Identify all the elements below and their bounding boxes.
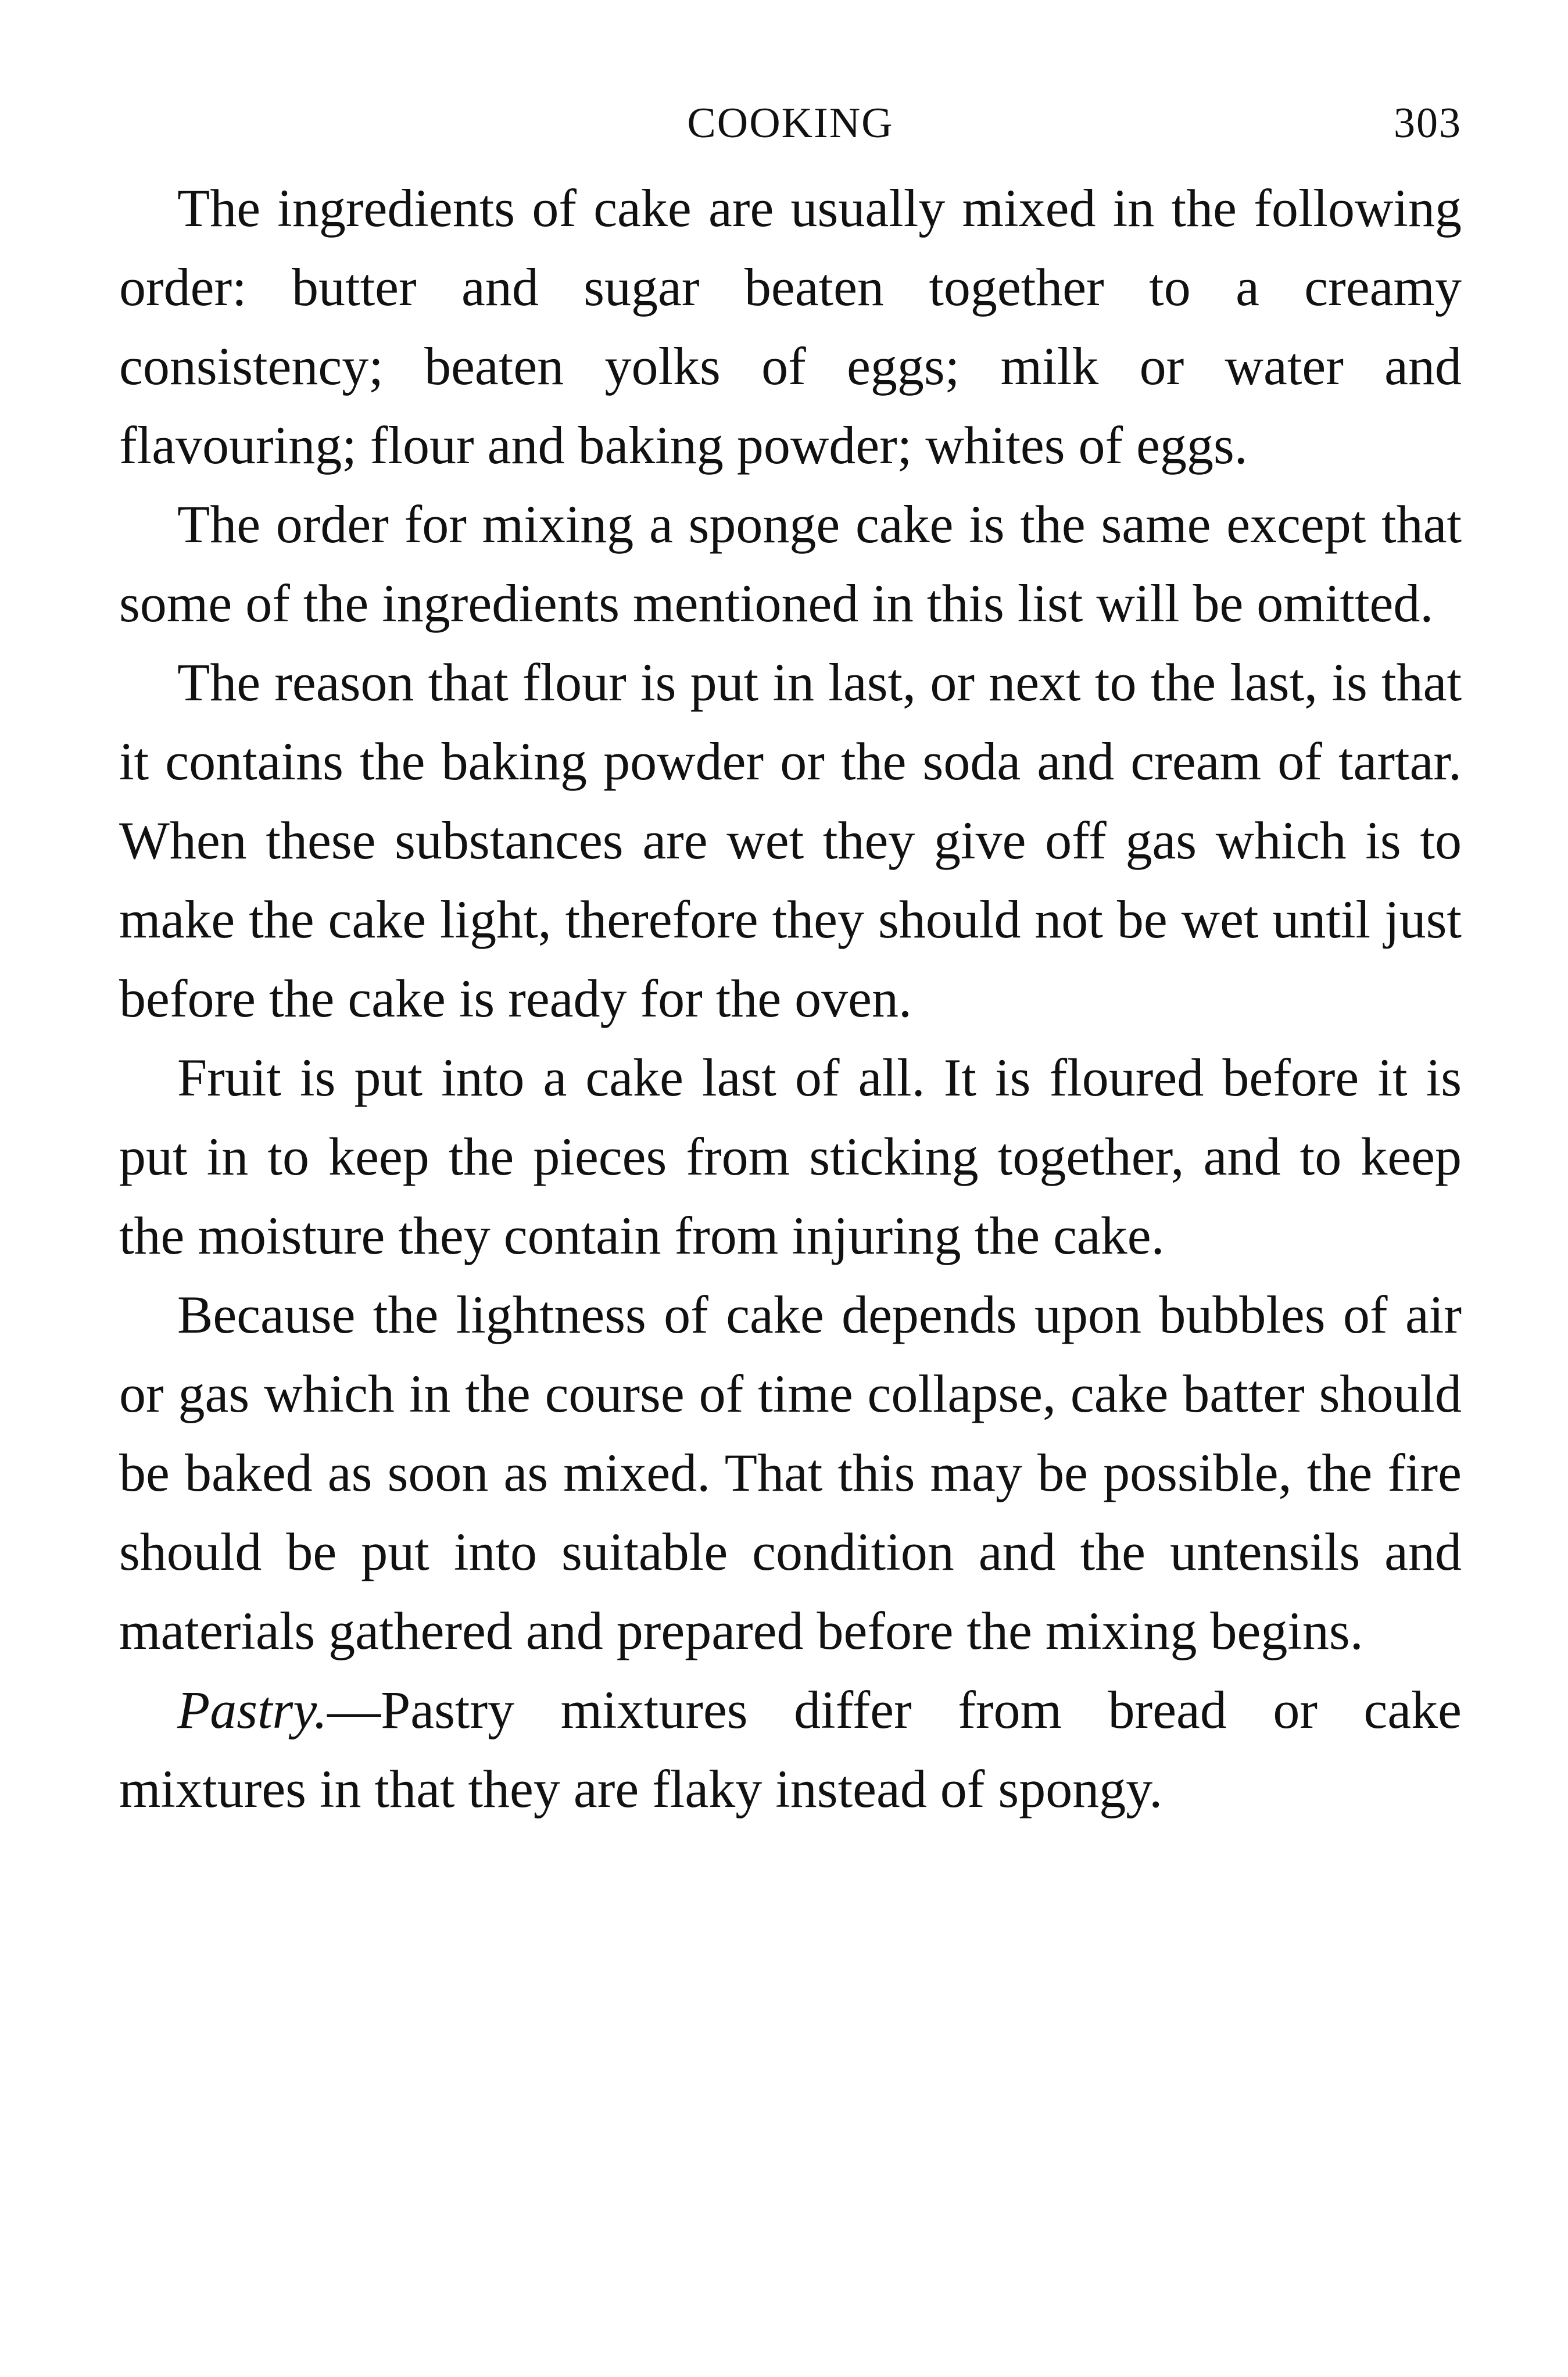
pastry-text: —Pastry mixtures differ from bread or cake mixtures in that they are flaky instead of spongy. (119, 1680, 1462, 1818)
paragraph-flour-last: The reason that flour is put in last, or next to the last, is that it contains the baking powder or the soda and cream of tartar. When these substances are wet they give off gas which is to make the cake light, therefore they should not be wet until just before the cake is ready for the oven. (119, 653, 1462, 1028)
body-text (119, 169, 1462, 1828)
paragraph-fruit: Fruit is put into a cake last of all. It is floured before it is put in to keep the pieces from sticking together, and to keep the moisture they contain from injuring the cake. (119, 1048, 1462, 1265)
paragraph-pastry (119, 1670, 1462, 1828)
book-page (119, 87, 1462, 1828)
running-title: COOKING (687, 99, 894, 147)
paragraph-lightness: Because the lightness of cake depends upon bubbles of air or gas which in the course of time collapse, cake batter should be baked as soon as mixed. That this may be possible, the fire should be put into suitable condition and the untensils and materials gathered and prepared before the mixing begins. (119, 1285, 1462, 1660)
paragraph-cake-ingredients-order: The ingredients of cake are usually mixed in the following order: butter and sugar beaten together to a creamy consistency; beaten yolks of eggs; milk or water and flavouring; flour and baking powder; whites of eggs. (119, 178, 1462, 475)
pastry-heading: Pastry. (177, 1680, 328, 1739)
paragraph-sponge-cake: The order for mixing a sponge cake is the same except that some of the ingredients mentioned in this list will be omitted. (119, 495, 1462, 633)
running-head (119, 87, 1462, 157)
page-number: 303 (1394, 99, 1462, 147)
